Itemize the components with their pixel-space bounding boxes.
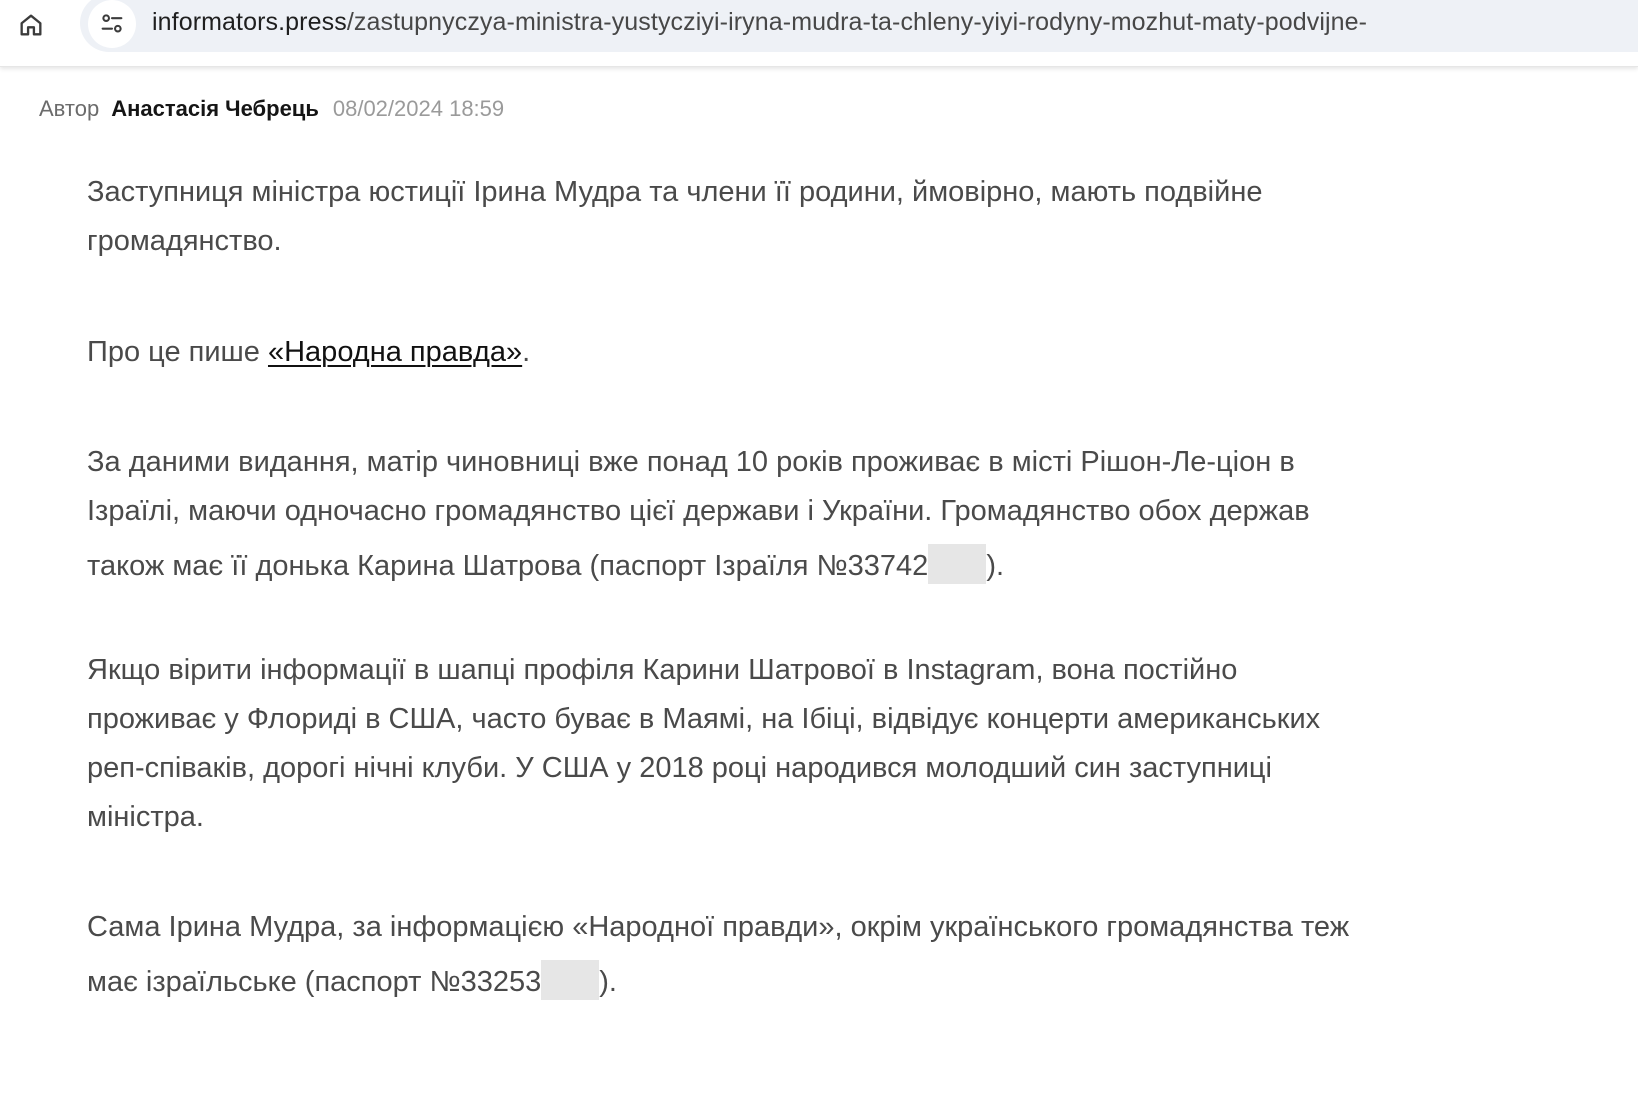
passport-text: має ізраїльське (паспорт №33253	[87, 966, 542, 998]
author-name[interactable]: Анастасія Чебрець	[111, 96, 319, 121]
url-domain: informators.press	[152, 8, 347, 36]
passport-text: також має її донька Карина Шатрова (паспорт Ізраїля №33742	[87, 550, 929, 582]
paragraph-line: Якщо вірити інформації в шапці профіля Карини Шатрової в Instagram, вона постійно	[87, 654, 1238, 686]
paragraph-line	[87, 960, 617, 1000]
url-path: /zastupnyczya-ministra-yustycziyi-iryna-mudra-ta-chleny-yiyi-rodyny-mozhut-maty-podvijne-	[346, 8, 1368, 36]
publish-datetime: 08/02/2024 18:59	[332, 96, 505, 121]
redaction-box	[541, 960, 599, 1000]
paragraph-line	[87, 544, 1004, 584]
paragraph-line: громадянство.	[87, 225, 282, 257]
article-meta	[39, 96, 504, 126]
home-icon	[17, 11, 45, 39]
paragraph-line: проживає у Флориді в США, часто буває в Маямі, на Ібіці, відвідує концерти американських	[87, 703, 1321, 735]
home-button[interactable]	[10, 4, 52, 46]
author-label: Автор	[39, 96, 100, 121]
source-link[interactable]: «Народна правда»	[267, 336, 523, 368]
paragraph-line: реп-співаків, дорогі нічні клуби. У США у 2018 році народився молодший син заступниці	[87, 752, 1272, 784]
site-info-button[interactable]	[88, 0, 136, 48]
closing-paren: ).	[599, 966, 617, 998]
browser-toolbar	[0, 0, 1638, 67]
paragraph-line: Сама Ірина Мудра, за інформацією «Народної правди», окрім українського громадянства теж	[87, 911, 1350, 943]
paragraph-line: міністра.	[87, 801, 204, 833]
closing-paren: ).	[986, 550, 1005, 582]
paragraph-line: За даними видання, матір чиновниці вже понад 10 років проживає в місті Рішон-Ле-ціон в	[87, 446, 1295, 478]
redaction-box	[928, 544, 986, 584]
address-bar[interactable]	[80, 0, 1638, 52]
paragraph-line	[87, 336, 530, 369]
url-text[interactable]	[152, 8, 1367, 37]
source-intro: Про це пише	[87, 336, 268, 368]
tune-icon	[98, 10, 126, 38]
source-after: .	[522, 336, 531, 368]
paragraph-line: Заступниця міністра юстиції Ірина Мудра та члени її родини, ймовірно, мають подвійне	[87, 176, 1263, 208]
paragraph-line: Ізраїлі, маючи одночасно громадянство цієї держави і України. Громадянство обох держав	[87, 495, 1310, 527]
